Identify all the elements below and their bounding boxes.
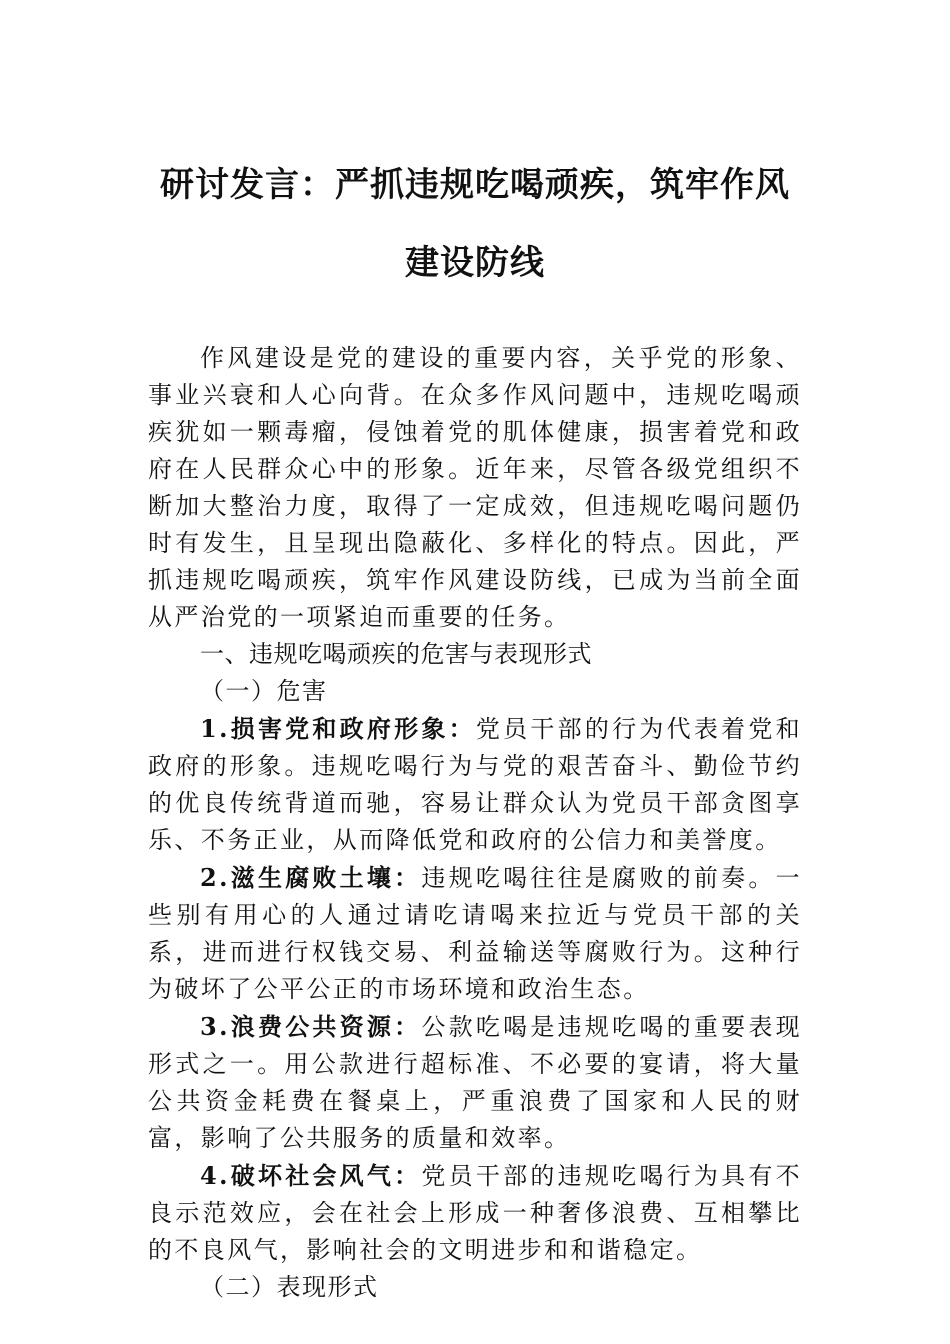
point-2-text: 违规吃喝往往是腐败的前奏。一些别有用心的人通过请吃请喝来拉近与党员干部的关系，进而进行权钱交易、利益输送等腐败行为。这种行为破坏了公平公正的市场环境和政治生态。	[148, 864, 802, 1003]
point-1-lead: 1.损害党和政府形象：	[200, 714, 476, 743]
subsection-1-heading: （一）危害	[200, 677, 328, 705]
point-2-paragraph	[148, 859, 802, 1008]
title-line-2: 建设防线	[405, 243, 545, 283]
point-1-paragraph	[148, 710, 802, 859]
point-3-text: 公款吃喝是违规吃喝的重要表现形式之一。用公款进行超标准、不必要的宴请，将大量公共资金耗费在餐桌上，严重浪费了国家和人民的财富，影响了公共服务的质量和效率。	[148, 1013, 802, 1152]
point-2-lead: 2.滋生腐败土壤：	[200, 863, 422, 892]
point-4-text: 党员干部的违规吃喝行为具有不良示范效应，会在社会上形成一种奢侈浪费、互相攀比的不良风气，影响社会的文明进步和和谐稳定。	[148, 1162, 802, 1264]
point-4-paragraph	[148, 1157, 802, 1269]
subsection-2-heading: （二）表现形式	[200, 1273, 379, 1301]
point-3-paragraph	[148, 1008, 802, 1157]
title-line-1: 研讨发言：严抓违规吃喝顽疾，筑牢作风	[160, 165, 790, 205]
section-1-heading: 一、违规吃喝顽疾的危害与表现形式	[200, 640, 592, 668]
intro-paragraph: 作风建设是党的建设的重要内容，关乎党的形象、事业兴衰和人心向背。在众多作风问题中，违规吃喝顽疾犹如一颗毒瘤，侵蚀着党的肌体健康，损害着党和政府在人民群众心中的形象。近年来，尽管各级党组织不断加大整治力度，取得了一定成效，但违规吃喝问题仍时有发生，且呈现出隐蔽化、多样化的特点。因此，严抓违规吃喝顽疾，筑牢作风建设防线，已成为当前全面从严治党的一项紧迫而重要的任务。	[148, 344, 802, 631]
document-body	[148, 340, 802, 1306]
point-4-lead: 4.破坏社会风气：	[200, 1161, 422, 1190]
page-title	[148, 0, 802, 302]
point-1-text: 党员干部的行为代表着党和政府的形象。违规吃喝行为与党的艰苦奋斗、勤俭节约的优良传统背道而驰，容易让群众认为党员干部贪图享乐、不务正业，从而降低党和政府的公信力和美誉度。	[148, 715, 802, 854]
point-3-lead: 3.浪费公共资源：	[200, 1012, 422, 1041]
